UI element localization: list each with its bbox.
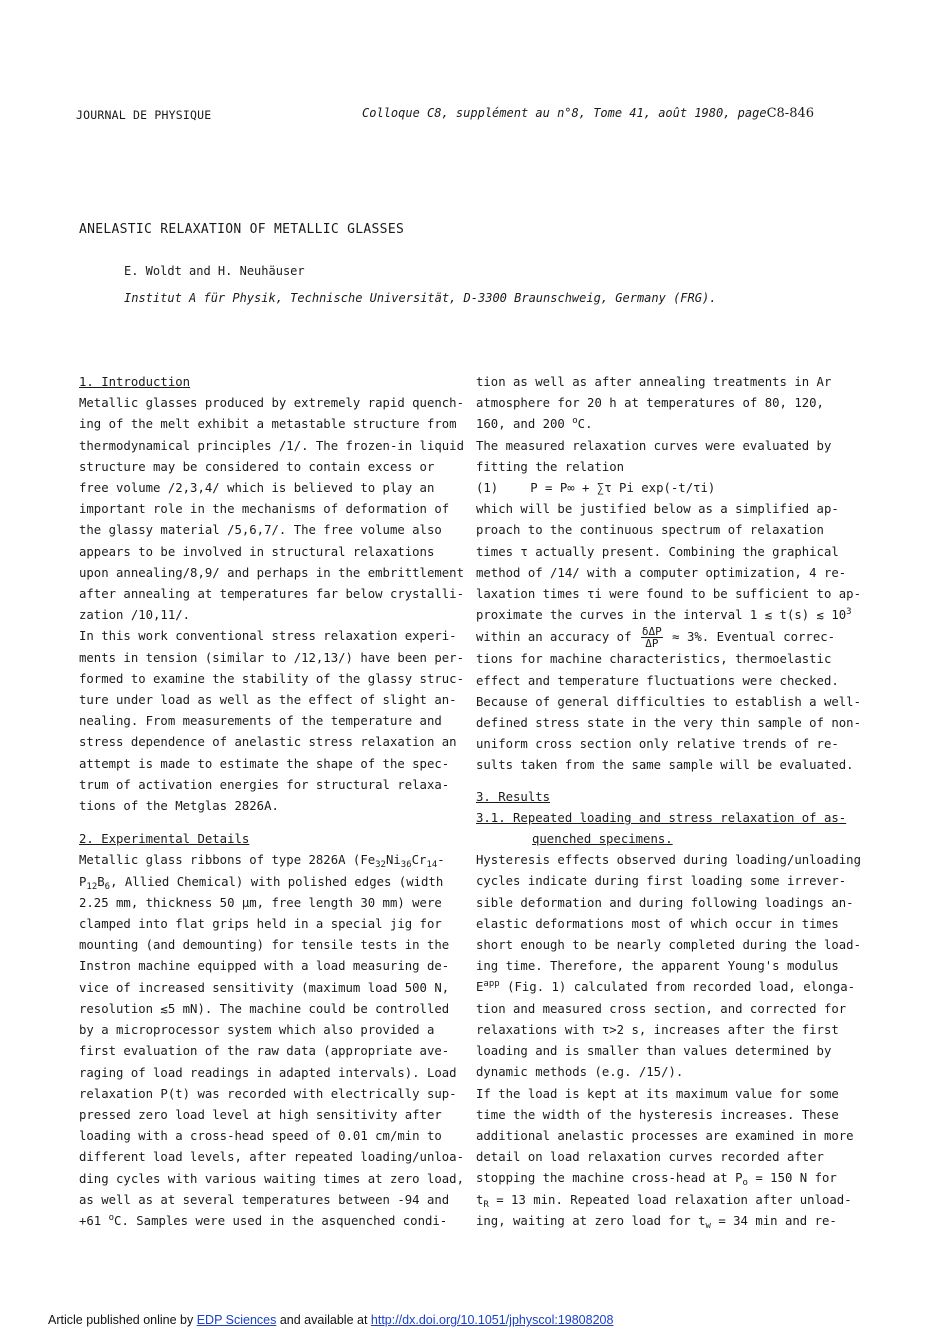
text-run: - <box>437 853 445 868</box>
text-line: first evaluation of the raw data (appropriate ave- <box>79 1044 450 1059</box>
text-line <box>476 414 861 435</box>
text-line: Metallic glasses produced by extremely rapid quench- <box>79 396 464 411</box>
equation-number: (1) <box>476 481 499 496</box>
text-line: tion and measured cross section, and corrected for <box>476 1001 847 1016</box>
text-line: Because of general difficulties to establish a well- <box>476 694 861 709</box>
text-line <box>79 872 464 893</box>
text-line: relaxation P(t) was recorded with electrically sup- <box>79 1086 457 1101</box>
text-line: In this work conventional stress relaxation experi- <box>79 629 457 644</box>
text-line <box>79 850 464 871</box>
citation-text: Colloque C8, supplément au n°8, Tome 41, août 1980, page <box>362 106 767 120</box>
text-run: Ni <box>385 853 401 868</box>
fraction-denominator: ΔP <box>645 637 659 651</box>
subscript: 36 <box>400 860 412 871</box>
text-run: ≈ 3%. Eventual correc- <box>672 630 836 645</box>
text-line: mounting (and demounting) for tensile tests in the <box>79 938 450 953</box>
equation-1 <box>476 478 861 499</box>
text-line: after annealing at temperatures far below crystalli- <box>79 587 464 602</box>
equation-text: P = P∞ + ∑τ Pi exp(-t/τi) <box>530 481 716 496</box>
text-line: as well as at several temperatures between -94 and <box>79 1192 450 1207</box>
text-line: The measured relaxation curves were evaluated by <box>476 438 832 453</box>
left-column <box>79 372 464 1232</box>
page-number: C8-846 <box>766 106 815 121</box>
text-line: tion as well as after annealing treatments in Ar <box>476 375 832 389</box>
text-line: times τ actually present. Combining the graphical <box>476 544 839 559</box>
text-line: atmosphere for 20 h at temperatures of 80, 120, <box>476 396 824 411</box>
superscript: o <box>572 416 578 427</box>
text-line: trum of activation energies for structural relaxa- <box>79 777 450 792</box>
text-line <box>476 1190 861 1211</box>
text-line: ding cycles with various waiting times at zero load, <box>79 1171 464 1186</box>
subsection-heading-cont: quenched specimens. <box>532 832 673 847</box>
affiliation: Institut A für Physik, Technische Universität, D-3300 Braunschweig, Germany (FRG). <box>124 291 717 305</box>
text-line: important role in the mechanisms of deformation of <box>79 502 450 517</box>
text-line: sults taken from the same sample will be evaluated. <box>476 758 854 773</box>
text-line: vice of increased sensitivity (maximum load 500 N, <box>79 980 450 995</box>
citation-line <box>362 106 814 121</box>
text-line: proach to the continuous spectrum of relaxation <box>476 523 824 538</box>
text-run: +61 <box>79 1213 109 1228</box>
text-line: 2.25 mm, thickness 50 µm, free length 30 mm) were <box>79 895 442 910</box>
text-line: thermodynamical principles /1/. The frozen-in liquid <box>79 438 464 453</box>
text-run: (Fig. 1) calculated from recorded load, elonga- <box>499 980 856 995</box>
text-line: Hysteresis effects observed during loading/unloading <box>476 853 861 868</box>
section-heading-introduction: 1. Introduction <box>79 375 191 389</box>
text-run: proximate the curves in the interval 1 ≲ t(s) ≲ 10 <box>476 608 847 623</box>
text-line: nealing. From measurements of the temperature and <box>79 714 442 729</box>
subscript: 12 <box>86 881 98 892</box>
superscript: 3 <box>846 607 852 618</box>
text-line: effect and temperature fluctuations were checked. <box>476 673 839 688</box>
text-line: laxation times τi were found to be sufficient to ap- <box>476 587 861 602</box>
edp-sciences-link[interactable]: EDP Sciences <box>196 1313 277 1327</box>
text-run: = 34 min and re- <box>710 1213 837 1228</box>
text-line: zation /10,11/. <box>79 608 191 623</box>
text-line <box>79 1211 464 1232</box>
text-line: stress dependence of anelastic stress relaxation an <box>79 735 457 750</box>
text-run: E <box>476 980 484 995</box>
text-line: resolution ≲5 mN). The machine could be controlled <box>79 1001 450 1016</box>
text-line: ments in tension (similar to /12,13/) have been per- <box>79 650 464 665</box>
text-run: = 150 N for <box>747 1171 837 1186</box>
text-run: within an accuracy of <box>476 630 632 645</box>
text-line: structure may be considered to contain excess or <box>79 459 435 474</box>
text-run: stopping the machine cross-head at P <box>476 1171 743 1186</box>
text-line <box>476 977 861 998</box>
text-line: additional anelastic processes are examined in more <box>476 1128 854 1143</box>
text-line: tions for machine characteristics, thermoelastic <box>476 652 832 667</box>
text-run: , Allied Chemical) with polished edges (width <box>110 874 444 889</box>
text-line: ing of the melt exhibit a metastable structure from <box>79 417 457 432</box>
section-heading-results: 3. Results <box>476 789 551 804</box>
text-line: free volume /2,3,4/ which is believed to play an <box>79 481 435 496</box>
text-line: detail on load relaxation curves recorded after <box>476 1150 824 1165</box>
text-line: raging of load readings in adapted intervals). Load <box>79 1065 457 1080</box>
text-run: C. <box>577 417 593 432</box>
text-line: clamped into flat grips held in a special jig for <box>79 917 442 932</box>
superscript: app <box>483 979 500 990</box>
publication-footer <box>48 1313 613 1327</box>
text-run: Cr <box>411 853 427 868</box>
subsection-heading: 3.1. Repeated loading and stress relaxation of as- <box>476 810 847 825</box>
text-run: Metallic glass ribbons of type 2826A (Fe <box>79 853 376 868</box>
text-line <box>476 1168 861 1189</box>
subscript: R <box>483 1199 489 1210</box>
text-line: uniform cross section only relative trends of re- <box>476 737 839 752</box>
text-line: elastic deformations most of which occur in times <box>476 916 839 931</box>
paper-title: ANELASTIC RELAXATION OF METALLIC GLASSES <box>79 222 405 237</box>
text-line: Instron machine equipped with a load measuring de- <box>79 959 450 974</box>
text-line: short enough to be nearly completed during the load- <box>476 938 861 953</box>
journal-name: JOURNAL DE PHYSIQUE <box>76 108 212 122</box>
text-line: different load levels, after repeated loading/unloa- <box>79 1150 464 1165</box>
authors: E. Woldt and H. Neuhäuser <box>124 264 305 278</box>
text-run: B <box>97 874 105 889</box>
text-run: ing, waiting at zero load for t <box>476 1213 706 1228</box>
superscript: o <box>108 1212 115 1223</box>
subscript: w <box>705 1220 711 1231</box>
text-line: dynamic methods (e.g. /15/). <box>476 1065 684 1080</box>
text-run: 160, and 200 <box>476 417 573 432</box>
subscript: 32 <box>375 860 386 871</box>
text-line: loading and is smaller than values determined by <box>476 1044 832 1059</box>
text-line: method of /14/ with a computer optimization, 4 re- <box>476 565 847 580</box>
text-line: attempt is made to estimate the shape of the spec- <box>79 756 450 771</box>
subscript: o <box>742 1178 748 1189</box>
text-line: relaxations with τ>2 s, increases after the first <box>476 1022 839 1037</box>
text-line: loading with a cross-head speed of 0.01 cm/min to <box>79 1129 442 1144</box>
text-run: = 13 min. Repeated load relaxation after unload- <box>488 1192 852 1207</box>
text-line <box>476 605 861 626</box>
text-line <box>476 626 861 649</box>
text-line: time the width of the hysteresis increases. These <box>476 1107 839 1122</box>
text-line: tions of the Metglas 2826A. <box>79 799 279 814</box>
doi-link[interactable]: http://dx.doi.org/10.1051/jphyscol:19808208 <box>370 1313 614 1327</box>
text-line: ture under load as well as the effect of slight an- <box>79 693 457 708</box>
text-line: ing time. Therefore, the apparent Young's modulus <box>476 959 839 974</box>
text-run: P <box>79 874 87 889</box>
text-line: the glassy material /5,6,7/. The free volume also <box>79 523 442 538</box>
text-line: defined stress state in the very thin sample of non- <box>476 716 861 731</box>
footer-text: and available at <box>276 1313 371 1327</box>
text-line: formed to examine the stability of the glassy struc- <box>79 671 464 686</box>
subscript: 14 <box>426 860 438 871</box>
accuracy-fraction <box>641 626 663 649</box>
right-column <box>476 372 861 1232</box>
text-line: If the load is kept at its maximum value for some <box>476 1086 839 1101</box>
text-line: appears to be involved in structural relaxations <box>79 544 435 559</box>
text-line: pressed zero load level at high sensitivity after <box>79 1107 442 1122</box>
text-line <box>476 1211 861 1232</box>
text-line: by a microprocessor system which also provided a <box>79 1023 435 1038</box>
text-line: upon annealing/8,9/ and perhaps in the embrittlement <box>79 565 464 580</box>
text-run: t <box>476 1192 484 1207</box>
subscript: 6 <box>104 881 111 892</box>
text-line: cycles indicate during first loading some irrever- <box>476 874 847 889</box>
section-heading-experimental: 2. Experimental Details <box>79 832 250 847</box>
text-line: sible deformation and during following loadings an- <box>476 895 854 910</box>
footer-text: Article published online by <box>48 1313 197 1327</box>
text-line: fitting the relation <box>476 459 625 474</box>
fraction-numerator: δΔP <box>641 625 662 639</box>
text-run: C. Samples were used in the asquenched condi- <box>114 1213 448 1228</box>
text-line: which will be justified below as a simplified ap- <box>476 502 839 517</box>
